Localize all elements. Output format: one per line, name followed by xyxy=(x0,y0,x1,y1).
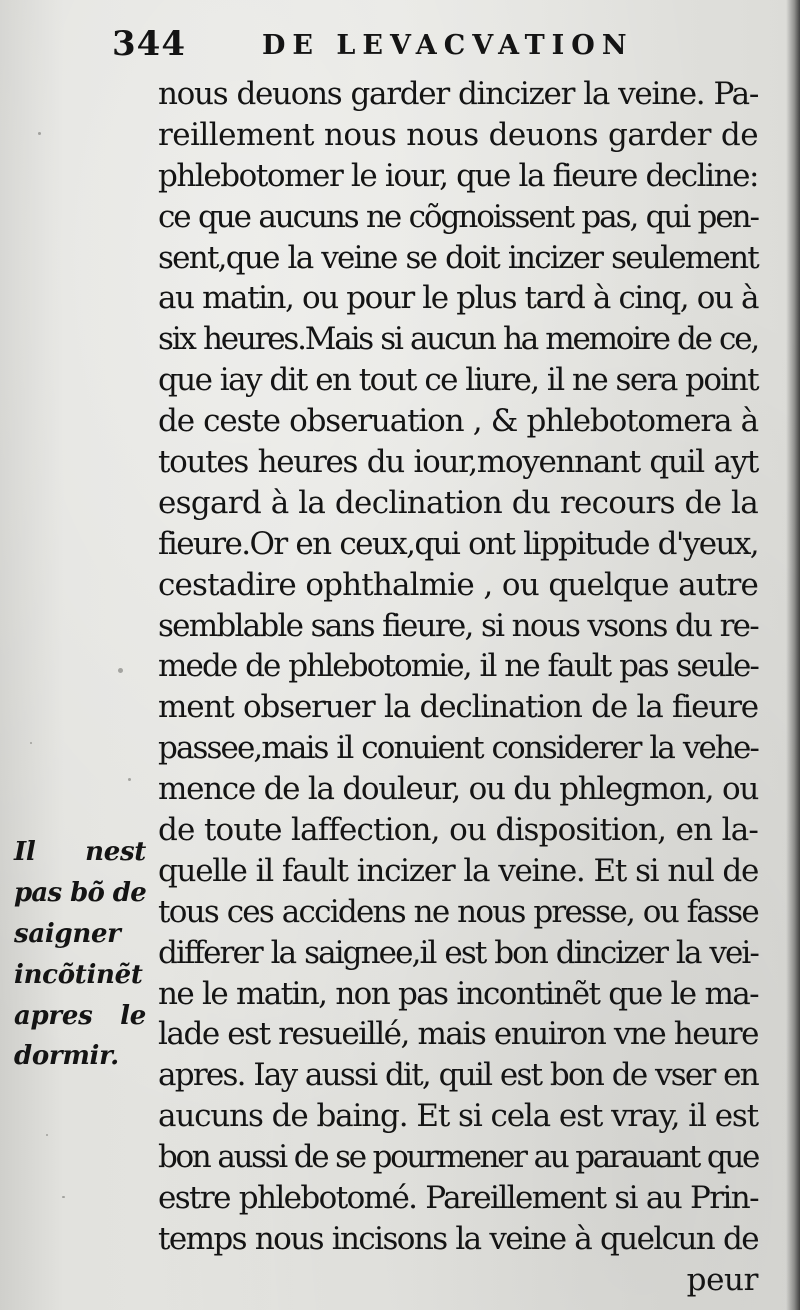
marginal-note-line: incõtinẽt xyxy=(14,959,143,990)
marginal-note-line: Il nest xyxy=(14,837,146,867)
paper-speck xyxy=(38,132,41,135)
text-line: differer la saignee,il est bon dincizer la vei- xyxy=(158,934,758,971)
text-line: nous deuons garder dincizer la veine. Pa- xyxy=(158,76,758,112)
marginal-note-line: apres le xyxy=(14,1000,146,1031)
text-line: ment obseruer la declination de la fieure xyxy=(158,689,758,726)
text-line: lade est resueillé, mais enuiron vne heure xyxy=(158,1016,758,1053)
text-line: estre phlebotomé. Pareillement si au Prin- xyxy=(158,1180,758,1217)
text-line: toutes heures du iour,moyennant quil ayt xyxy=(158,444,758,481)
text-line: que iay dit en tout ce liure, il ne sera point xyxy=(158,362,758,399)
text-line: aucuns de baing. Et si cela est vray, il est xyxy=(158,1098,758,1135)
text-line: sent,que la veine se doit incizer seulement xyxy=(158,239,758,276)
text-line: de toute laffection, ou disposition, en la- xyxy=(158,812,758,849)
paper-speck xyxy=(62,1196,65,1198)
text-line: quelle il fault incizer la veine. Et si nul de xyxy=(158,852,758,889)
page-number: 344 xyxy=(112,24,186,64)
text-line: mence de la douleur, ou du phlegmon, ou xyxy=(158,771,758,808)
text-line: ne le matin, non pas incontinẽt que le ma- xyxy=(158,975,758,1012)
text-line: ce que aucuns ne cõgnoissent pas, qui pen- xyxy=(158,198,758,235)
marginal-note-line: saigner xyxy=(14,918,121,949)
text-line: au matin, ou pour le plus tard à cinq, ou à xyxy=(158,280,758,317)
catchword: peur xyxy=(686,1261,758,1298)
text-line: six heures.Mais si aucun ha memoire de ce, xyxy=(158,321,758,358)
marginal-note-line: dormir. xyxy=(14,1041,119,1072)
running-head: DE LEVACVATION xyxy=(262,30,634,61)
text-line: mede de phlebotomie, il ne fault pas seule- xyxy=(158,648,758,685)
text-line: esgard à la declination du recours de la xyxy=(158,484,758,521)
text-line: temps nous incisons la veine à quelcun de xyxy=(158,1220,758,1257)
text-line: fieure.Or en ceux,qui ont lippitude d'yeux, xyxy=(158,525,758,562)
paper-speck xyxy=(118,668,123,673)
page-edge-shadow xyxy=(786,0,800,1310)
page-header xyxy=(112,22,752,66)
paper-speck xyxy=(46,1134,48,1136)
text-line: bon aussi de se pourmener au parauant que xyxy=(158,1139,758,1176)
text-line: semblable sans fieure, si nous vsons du re- xyxy=(158,607,758,644)
text-line: de ceste obseruation , & phlebotomera à xyxy=(158,403,758,440)
text-line: passee,mais il conuient considerer la vehe- xyxy=(158,730,758,767)
paper-speck xyxy=(30,742,32,744)
marginal-note-line: pas bõ de xyxy=(14,877,146,908)
paper-speck xyxy=(128,778,131,781)
text-line: phlebotomer le iour, que la fieure decline: xyxy=(158,157,758,194)
text-line: tous ces accidens ne nous presse, ou fasse xyxy=(158,893,758,930)
marginal-note xyxy=(14,832,146,1077)
text-line: cestadire ophthalmie , ou quelque autre xyxy=(158,566,758,603)
text-line: apres. Iay aussi dit, quil est bon de vser en xyxy=(158,1057,758,1094)
main-text-block xyxy=(158,74,758,1301)
text-line: reillement nous nous deuons garder de xyxy=(158,116,758,153)
